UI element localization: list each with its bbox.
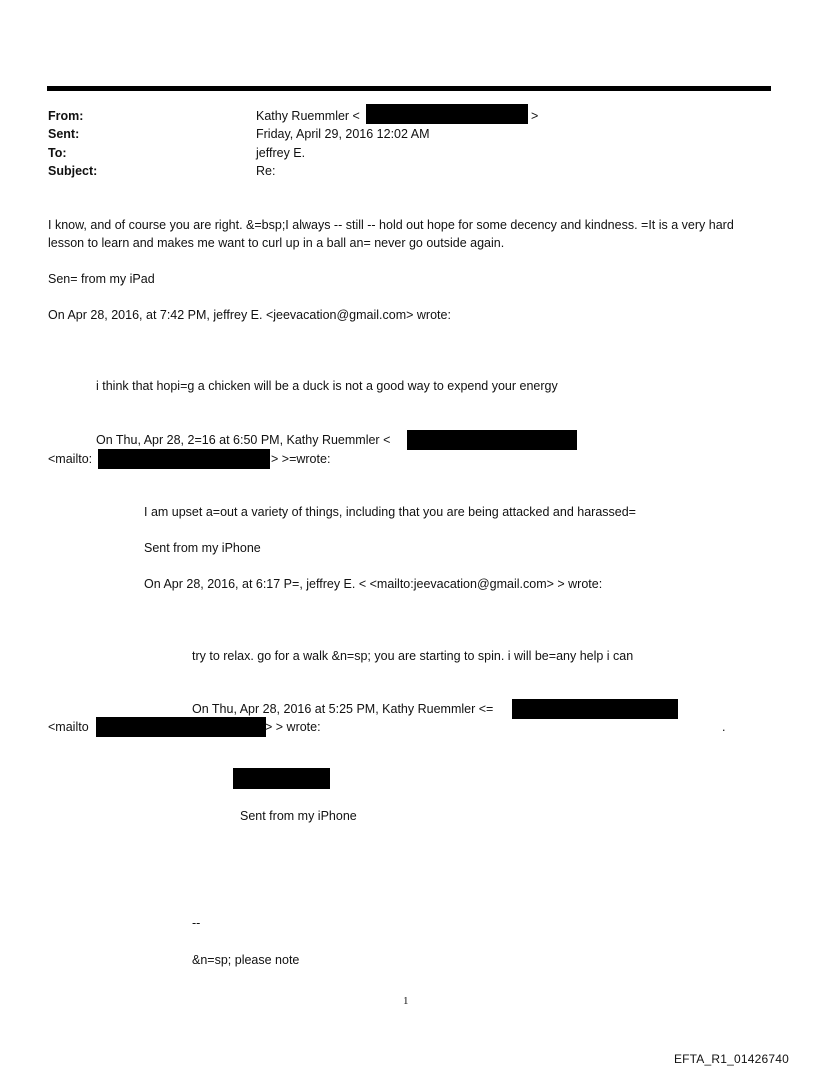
to-label: To: [48,146,67,160]
sent-value: Friday, April 29, 2016 12:02 AM [256,127,430,141]
from-name: Kathy Ruemmler < [256,109,360,123]
from-label: From: [48,109,84,123]
quote-intro-1: On Apr 28, 2016, at 7:42 PM, jeffrey E. <jeevacation@gmail.com> wrote: [48,308,451,322]
quote-intro-2-end: > >=wrote: [271,452,331,466]
quote-intro-3: On Apr 28, 2016, at 6:17 P=, jeffrey E. < <mailto:jeevacation@gmail.com> > wrote: [144,577,603,591]
quote-intro-4-end: > > wrote: [265,720,321,734]
subject-value: Re: [256,164,276,178]
subject-label: Subject: [48,164,98,178]
sent-from-ipad: Sen= from my iPad [48,272,155,286]
quote-text-3: try to relax. go for a walk &n=sp; you are starting to spin. i will be=any help i can [192,649,634,663]
header-rule [47,86,771,91]
quote-intro-2: On Thu, Apr 28, 2=16 at 6:50 PM, Kathy Ruemmler < [96,433,391,447]
document-id: EFTA_R1_01426740 [673,1052,789,1066]
sent-label: Sent: [48,127,80,141]
redaction-box [366,104,528,124]
quote-intro-2-mailto: <mailto: [48,452,93,466]
quote-intro-4-mailto: <mailto [48,720,89,734]
redaction-box [407,430,577,450]
sent-from-iphone-1: Sent from my iPhone [144,541,261,555]
redaction-box [512,699,678,719]
body-paragraph: I know, and of course you are right. &=bsp;I always -- still -- hold out hope for some decency and kindness. =It is a very hard lesson to learn and makes me want to curl up in a ball an= never go outside again. [48,218,734,250]
sent-from-iphone-2: Sent from my iPhone [240,809,357,823]
redaction-box [96,717,266,737]
quote-intro-4: On Thu, Apr 28, 2016 at 5:25 PM, Kathy Ruemmler <= [192,702,494,716]
stray-dot: . [722,720,726,734]
redaction-box [98,449,270,469]
quote-text-2: I am upset a=out a variety of things, including that you are being attacked and harassed= [144,505,636,519]
redaction-box [233,768,330,789]
quote-text-1: i think that hopi=g a chicken will be a duck is not a good way to expend your energy [96,379,558,393]
page-number: 1 [403,995,409,1007]
from-close: > [531,109,539,123]
signature-dashes: -- [192,916,201,930]
to-value: jeffrey E. [256,146,306,160]
please-note: &n=sp; please note [192,953,300,967]
